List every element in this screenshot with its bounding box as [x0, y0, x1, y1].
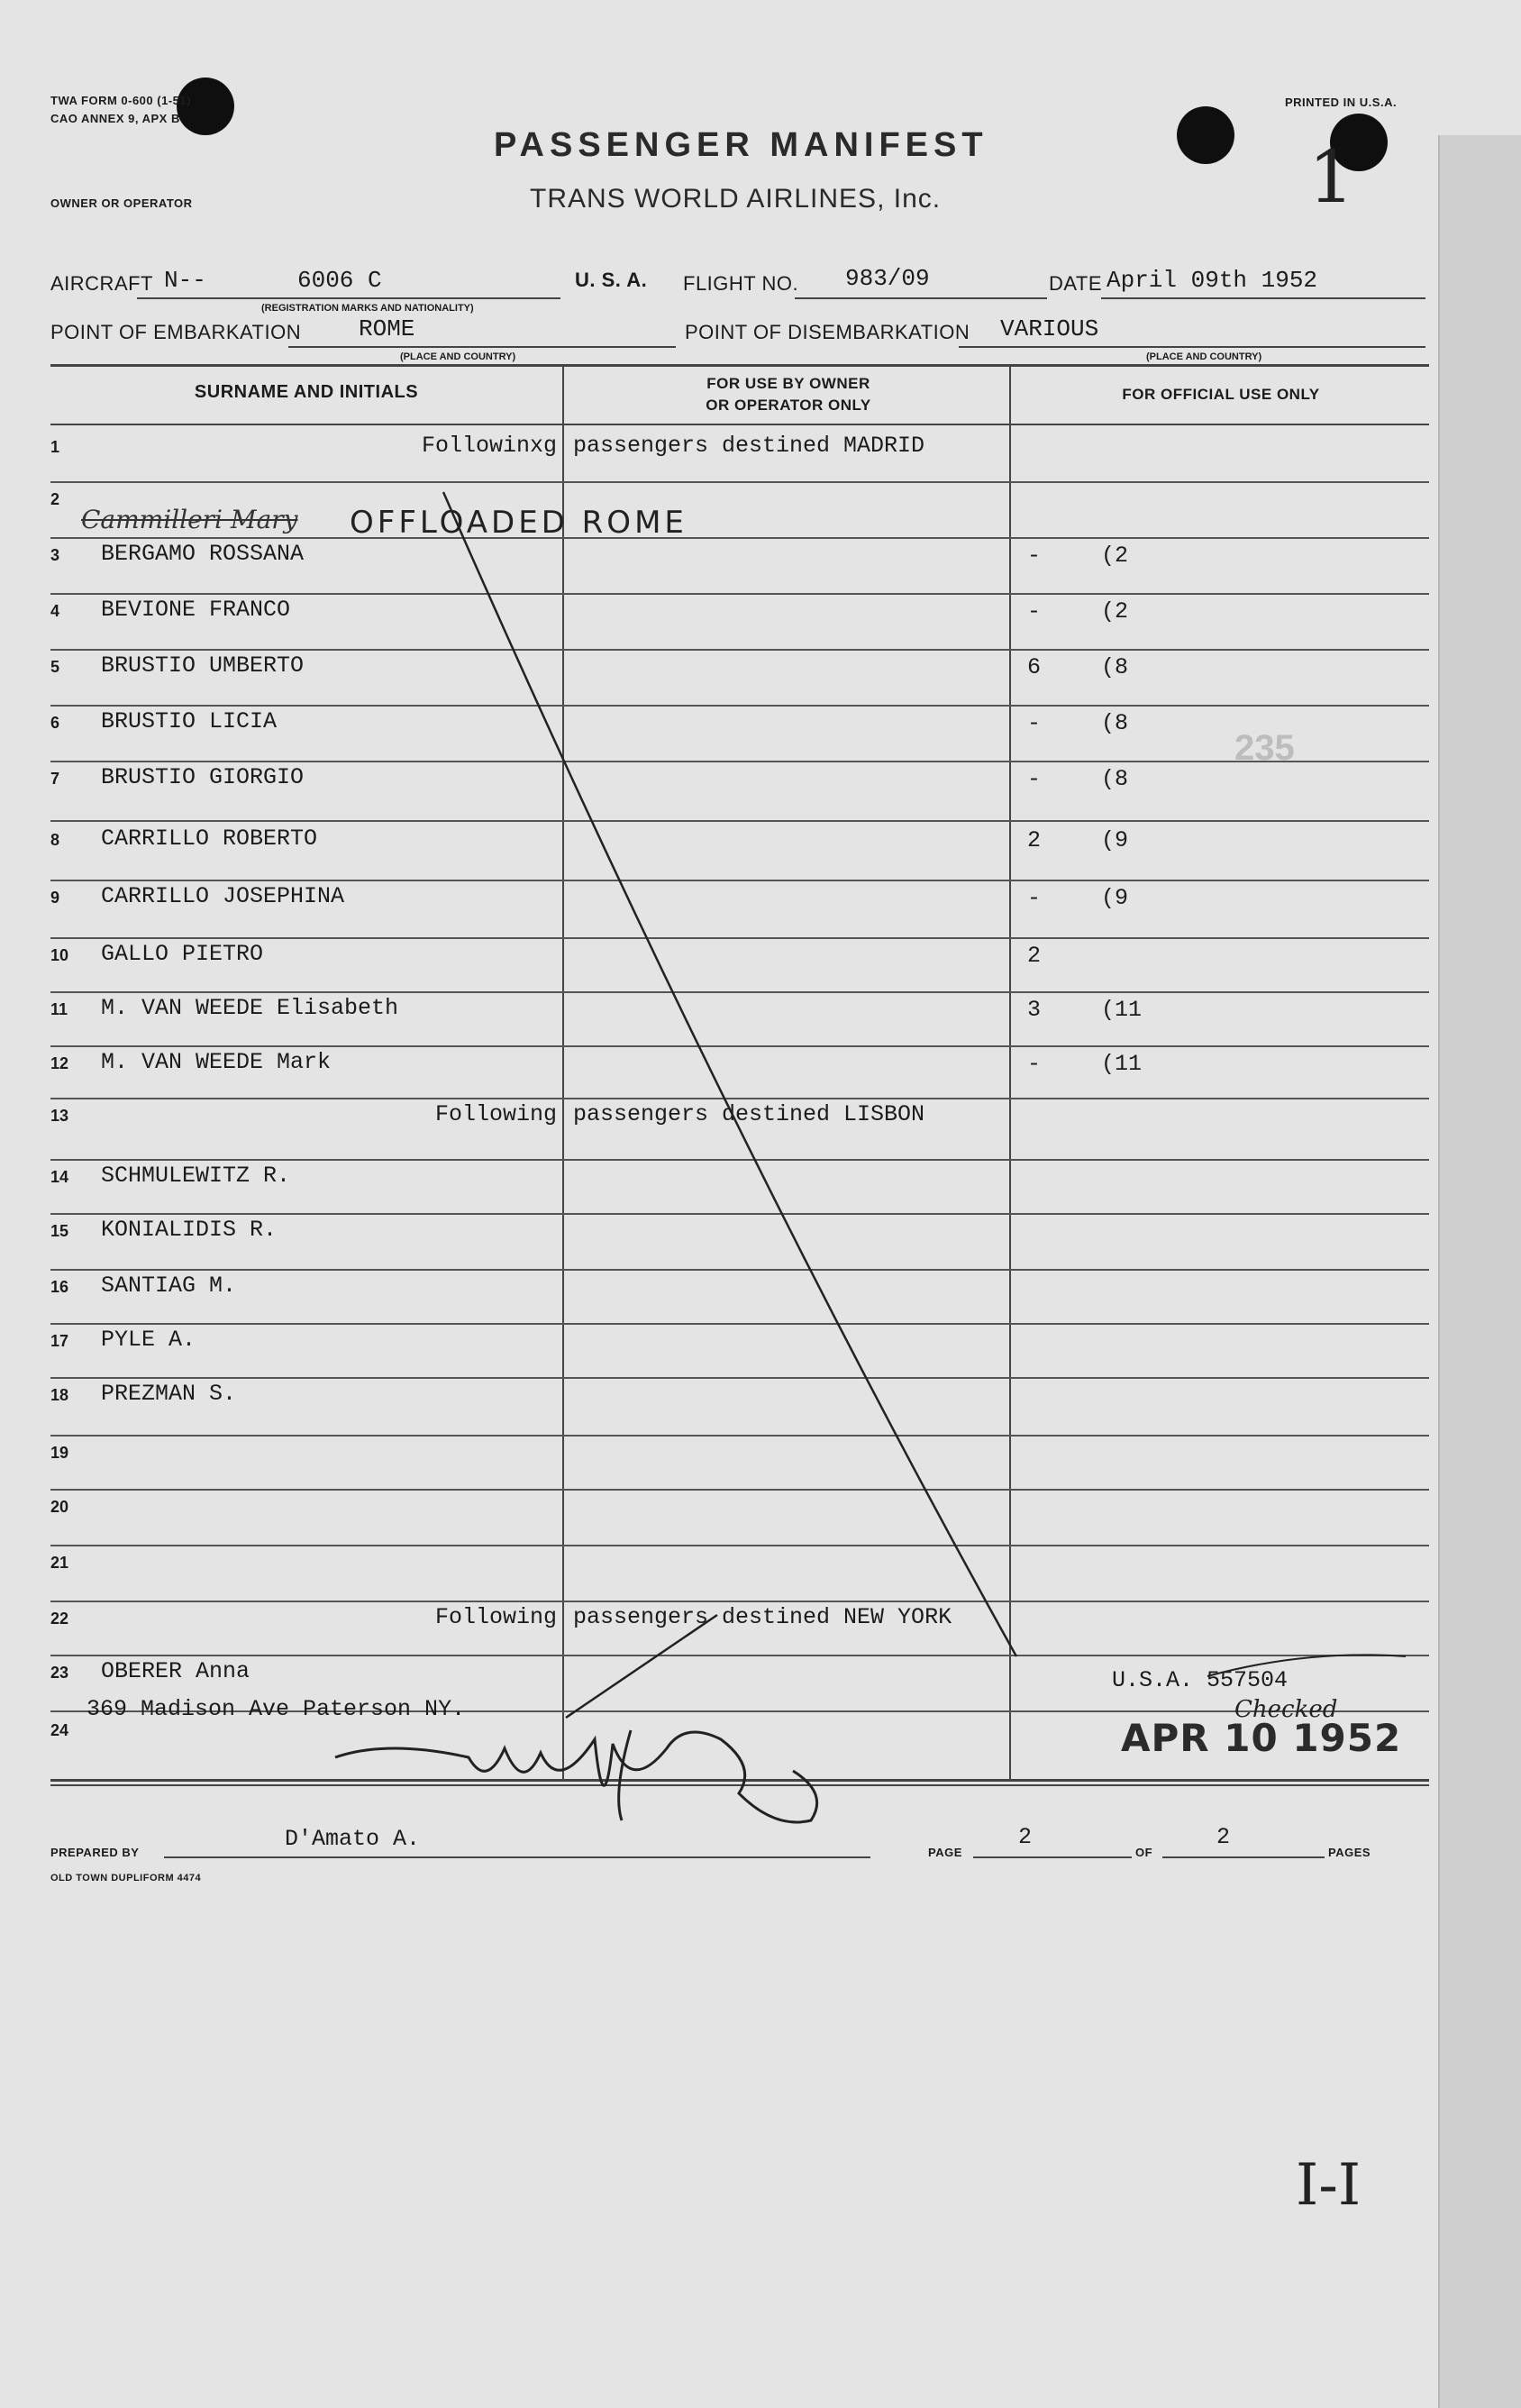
passenger-name: SCHMULEWITZ R. — [101, 1163, 291, 1189]
official-group: (2 — [1101, 543, 1129, 569]
total-pages: 2 — [1216, 1824, 1231, 1850]
passenger-name: SANTIAG M. — [101, 1272, 237, 1299]
owner-use-cell: passengers destined NEW YORK — [573, 1604, 952, 1630]
row-divider — [50, 880, 1429, 881]
row-number: 15 — [50, 1222, 69, 1240]
passenger-name: Following — [434, 1604, 557, 1630]
prepared-by-name: D'Amato A. — [285, 1826, 421, 1852]
column-divider-2 — [1009, 364, 1011, 1779]
row-divider — [50, 1601, 1429, 1602]
row-divider — [50, 991, 1429, 993]
usa-code: U.S.A. 557504 — [1112, 1667, 1289, 1693]
disembarkation-underline — [959, 346, 1425, 348]
row-divider — [50, 820, 1429, 822]
row-number: 11 — [50, 1000, 68, 1018]
flight-no-label: FLIGHT NO. — [683, 272, 799, 295]
passenger-name: PYLE A. — [101, 1327, 196, 1353]
row-number: 10 — [50, 946, 69, 964]
owner-use-cell: passengers destined MADRID — [573, 433, 925, 459]
table-bottom-border — [50, 1779, 1429, 1782]
official-mark: - — [1027, 766, 1042, 792]
passenger-address: 369 Madison Ave Paterson NY. — [87, 1696, 466, 1722]
signature-loop — [619, 1730, 631, 1820]
embark-place-note: (PLACE AND COUNTRY) — [400, 351, 516, 362]
passenger-name: BRUSTIO LICIA — [101, 708, 278, 734]
row-number: 6 — [50, 714, 60, 732]
row-divider — [50, 593, 1429, 595]
row-number: 16 — [50, 1278, 69, 1296]
row-divider — [50, 1435, 1429, 1437]
row-number: 21 — [50, 1554, 69, 1572]
official-mark: - — [1027, 543, 1042, 569]
official-group: (9 — [1101, 827, 1129, 853]
embarkation-point: ROME — [359, 315, 415, 342]
row-number: 23 — [50, 1664, 69, 1682]
table-bottom-border-double — [50, 1784, 1429, 1786]
header-bottom-border — [50, 424, 1429, 425]
aircraft-registration: 6006 C — [297, 267, 382, 294]
row-number: 22 — [50, 1610, 69, 1628]
row-divider — [50, 1323, 1429, 1325]
passenger-name: M. VAN WEEDE Elisabeth — [101, 995, 399, 1021]
official-group: (11 — [1101, 997, 1143, 1023]
row-divider — [50, 1213, 1429, 1215]
row-number: 19 — [50, 1444, 69, 1462]
page-underline — [973, 1856, 1132, 1858]
airline-name: TRANS WORLD AIRLINES, Inc. — [530, 184, 942, 214]
aircraft-underline — [137, 297, 560, 299]
date-underline — [1101, 297, 1425, 299]
row-number: 5 — [50, 658, 60, 676]
passenger-name: BERGAMO ROSSANA — [101, 541, 305, 567]
passenger-name: BRUSTIO UMBERTO — [101, 652, 305, 679]
row-number: 1 — [50, 438, 60, 456]
row-divider — [50, 1655, 1429, 1656]
flight-number: 983/09 — [845, 265, 930, 292]
official-group: (11 — [1101, 1051, 1143, 1077]
signature-mark — [335, 1732, 817, 1822]
passenger-name: CARRILLO JOSEPHINA — [101, 883, 345, 909]
diagonal-strike-line — [443, 492, 1016, 1656]
official-mark: 2 — [1027, 827, 1042, 853]
row-divider — [50, 1545, 1429, 1546]
checked-note: Checked — [1234, 1696, 1338, 1723]
form-reference: CAO ANNEX 9, APX B — [50, 112, 180, 125]
official-mark: - — [1027, 710, 1042, 736]
official-group: (8 — [1101, 766, 1129, 792]
column-divider-1 — [562, 364, 564, 1779]
aircraft-nationality: U. S. A. — [575, 269, 648, 291]
row-divider — [50, 705, 1429, 707]
owner-operator-label: OWNER OR OPERATOR — [50, 196, 193, 210]
row-number: 24 — [50, 1721, 69, 1739]
page-edge-shadow — [1438, 135, 1521, 2408]
row-number: 17 — [50, 1332, 69, 1350]
of-label: OF — [1135, 1846, 1153, 1859]
page-number: 2 — [1018, 1824, 1033, 1850]
official-mark: 3 — [1027, 997, 1042, 1023]
row-number: 9 — [50, 889, 60, 907]
embarkation-underline — [288, 346, 676, 348]
official-group: (8 — [1101, 710, 1129, 736]
column-header-owner-line2: OR OPERATOR ONLY — [706, 397, 871, 414]
official-group: (9 — [1101, 885, 1129, 911]
passenger-name: BRUSTIO GIORGIO — [101, 764, 305, 790]
flight-no-underline — [795, 297, 1047, 299]
printed-in-usa: PRINTED IN U.S.A. — [1285, 96, 1398, 109]
row-divider — [50, 1377, 1429, 1379]
page-label: PAGE — [928, 1846, 962, 1859]
passenger-name: PREZMAN S. — [101, 1381, 237, 1407]
row-divider — [50, 537, 1429, 539]
punch-hole-center — [1177, 106, 1234, 164]
row-number: 14 — [50, 1168, 69, 1186]
row-number: 4 — [50, 602, 60, 620]
row-number: 18 — [50, 1386, 69, 1404]
passenger-name: OBERER Anna — [101, 1658, 250, 1684]
disembark-place-note: (PLACE AND COUNTRY) — [1146, 351, 1262, 362]
row-divider — [50, 1098, 1429, 1099]
row-divider — [50, 1045, 1429, 1047]
column-header-owner-line1: FOR USE BY OWNER — [706, 375, 870, 392]
passenger-name: M. VAN WEEDE Mark — [101, 1049, 332, 1075]
document-title: PASSENGER MANIFEST — [494, 126, 988, 164]
offloaded-note: OFFLOADED ROME — [350, 505, 688, 541]
passenger-name: KONIALIDIS R. — [101, 1217, 278, 1243]
row-divider — [50, 761, 1429, 762]
row-number: 13 — [50, 1107, 69, 1125]
form-number: TWA FORM 0-600 (1-51) — [50, 94, 191, 107]
row-divider — [50, 1159, 1429, 1161]
official-mark: - — [1027, 1051, 1042, 1077]
date-label: DATE — [1049, 272, 1103, 295]
row-divider — [50, 649, 1429, 651]
new-york-stroke — [566, 1615, 717, 1718]
crossed-out-name: Cammilleri Mary — [81, 505, 298, 534]
row-number: 20 — [50, 1498, 69, 1516]
official-group: (8 — [1101, 654, 1129, 680]
table-top-border — [50, 364, 1429, 367]
aircraft-label: AIRCRAFT — [50, 272, 153, 295]
row-divider — [50, 1269, 1429, 1271]
of-underline — [1162, 1856, 1325, 1858]
column-header-official: FOR OFFICIAL USE ONLY — [1122, 386, 1320, 403]
row-divider — [50, 1489, 1429, 1491]
received-date-stamp: APR 10 1952 — [1121, 1716, 1402, 1760]
owner-use-cell: passengers destined LISBON — [573, 1101, 925, 1127]
column-header-surname: SURNAME AND INITIALS — [194, 382, 419, 402]
dupliform-note: OLD TOWN DUPLIFORM 4474 — [50, 1873, 202, 1884]
pages-label: PAGES — [1328, 1846, 1371, 1859]
passenger-name: Followinxg — [421, 433, 557, 459]
official-group: (2 — [1101, 598, 1129, 625]
disembarkation-label: POINT OF DISEMBARKATION — [685, 321, 970, 343]
official-mark: - — [1027, 598, 1042, 625]
passenger-name: Following — [434, 1101, 557, 1127]
passenger-name: CARRILLO ROBERTO — [101, 825, 318, 852]
flight-date: April 09th 1952 — [1107, 267, 1318, 294]
row-number: 12 — [50, 1054, 69, 1072]
ghost-number: 235 — [1234, 728, 1295, 768]
row-divider — [50, 481, 1429, 483]
row-number: 3 — [50, 546, 60, 564]
row-number: 8 — [50, 831, 60, 849]
aircraft-prefix: N-- — [164, 267, 206, 294]
row-divider — [50, 937, 1429, 939]
registration-note: (REGISTRATION MARKS AND NATIONALITY) — [261, 303, 474, 314]
passenger-name: BEVIONE FRANCO — [101, 597, 291, 623]
row-number: 2 — [50, 490, 60, 508]
side-mark-top: 1 — [1308, 135, 1354, 219]
embarkation-label: POINT OF EMBARKATION — [50, 321, 302, 343]
official-mark: - — [1027, 885, 1042, 911]
row-number: 7 — [50, 770, 60, 788]
official-mark: 6 — [1027, 654, 1042, 680]
disembarkation-point: VARIOUS — [1000, 315, 1099, 342]
passenger-name: GALLO PIETRO — [101, 941, 264, 967]
prepared-by-underline — [164, 1856, 870, 1858]
side-mark-bottom: I-I — [1296, 2152, 1362, 2219]
official-mark: 2 — [1027, 943, 1042, 969]
prepared-by-label: PREPARED BY — [50, 1846, 140, 1859]
